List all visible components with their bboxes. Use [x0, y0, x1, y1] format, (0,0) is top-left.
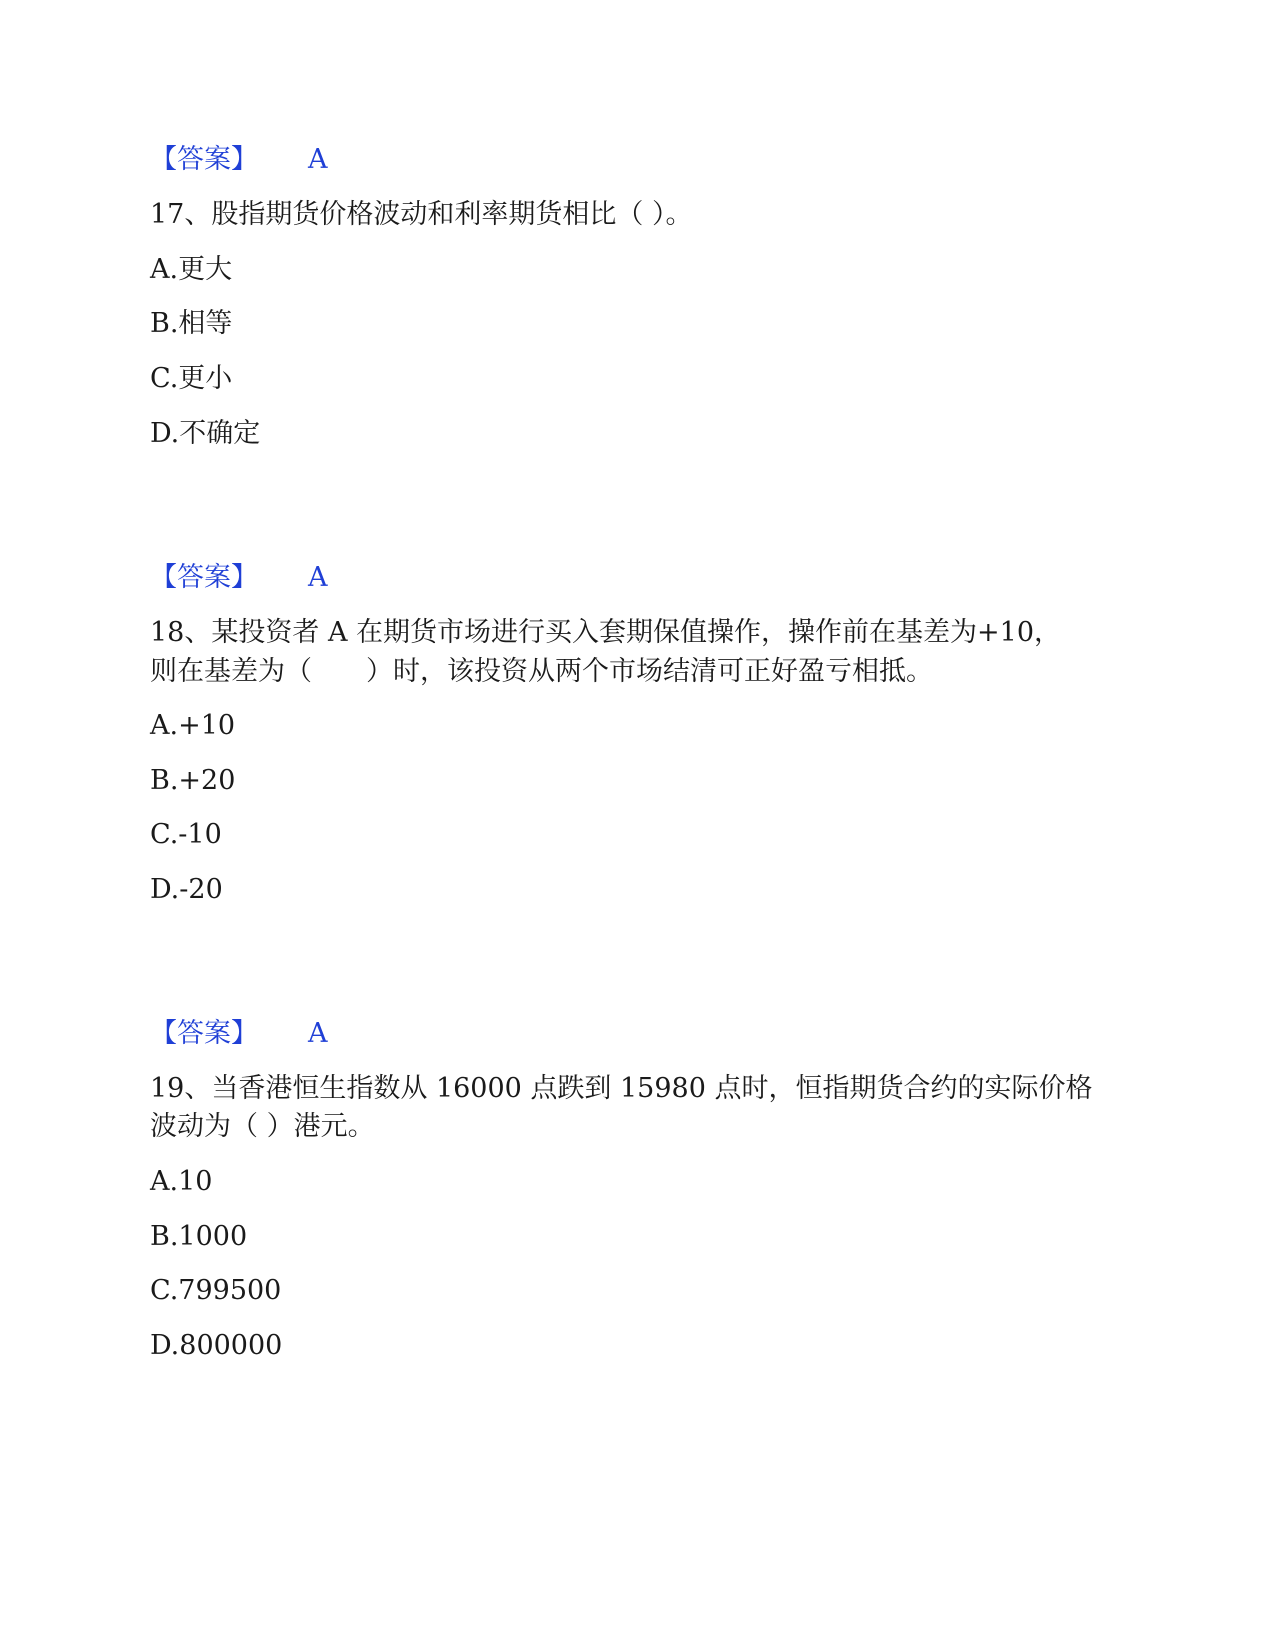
question-18-option-b: B.+20 — [150, 765, 236, 796]
answer-label: 【答案】 — [150, 562, 258, 593]
answer-line — [150, 1016, 328, 1052]
question-18-text-line-2: 则在基差为（ ）时，该投资从两个市场结清可正好盈亏相抵。 — [150, 656, 933, 687]
question-19-option-b: B.1000 — [150, 1221, 248, 1252]
answer-line — [150, 142, 328, 178]
answer-value: A — [308, 562, 328, 593]
question-17-option-b: B.相等 — [150, 308, 233, 339]
question-19-option-c: C.799500 — [150, 1275, 282, 1306]
answer-value: A — [308, 144, 328, 175]
question-19-text-line-2: 波动为（ ）港元。 — [150, 1111, 375, 1142]
question-18-option-a: A.+10 — [150, 710, 236, 741]
question-19-option-a: A.10 — [150, 1166, 213, 1197]
question-17-option-a: A.更大 — [150, 254, 233, 285]
question-17-option-d: D.不确定 — [150, 418, 261, 449]
question-17-text: 17、股指期货价格波动和利率期货相比（ ）。 — [150, 199, 693, 230]
question-18-option-c: C.-10 — [150, 819, 222, 850]
question-17-option-c: C.更小 — [150, 363, 233, 394]
answer-label: 【答案】 — [150, 144, 258, 175]
question-19-option-d: D.800000 — [150, 1330, 283, 1361]
answer-label: 【答案】 — [150, 1018, 258, 1049]
answer-line — [150, 560, 328, 596]
question-18-text-line-1: 18、某投资者 A 在期货市场进行买入套期保值操作，操作前在基差为+10， — [150, 617, 1061, 648]
answer-value: A — [308, 1018, 328, 1049]
question-19-text-line-1: 19、当香港恒生指数从 16000 点跌到 15980 点时，恒指期货合约的实际价格 — [150, 1073, 1093, 1104]
question-18-option-d: D.-20 — [150, 874, 223, 905]
